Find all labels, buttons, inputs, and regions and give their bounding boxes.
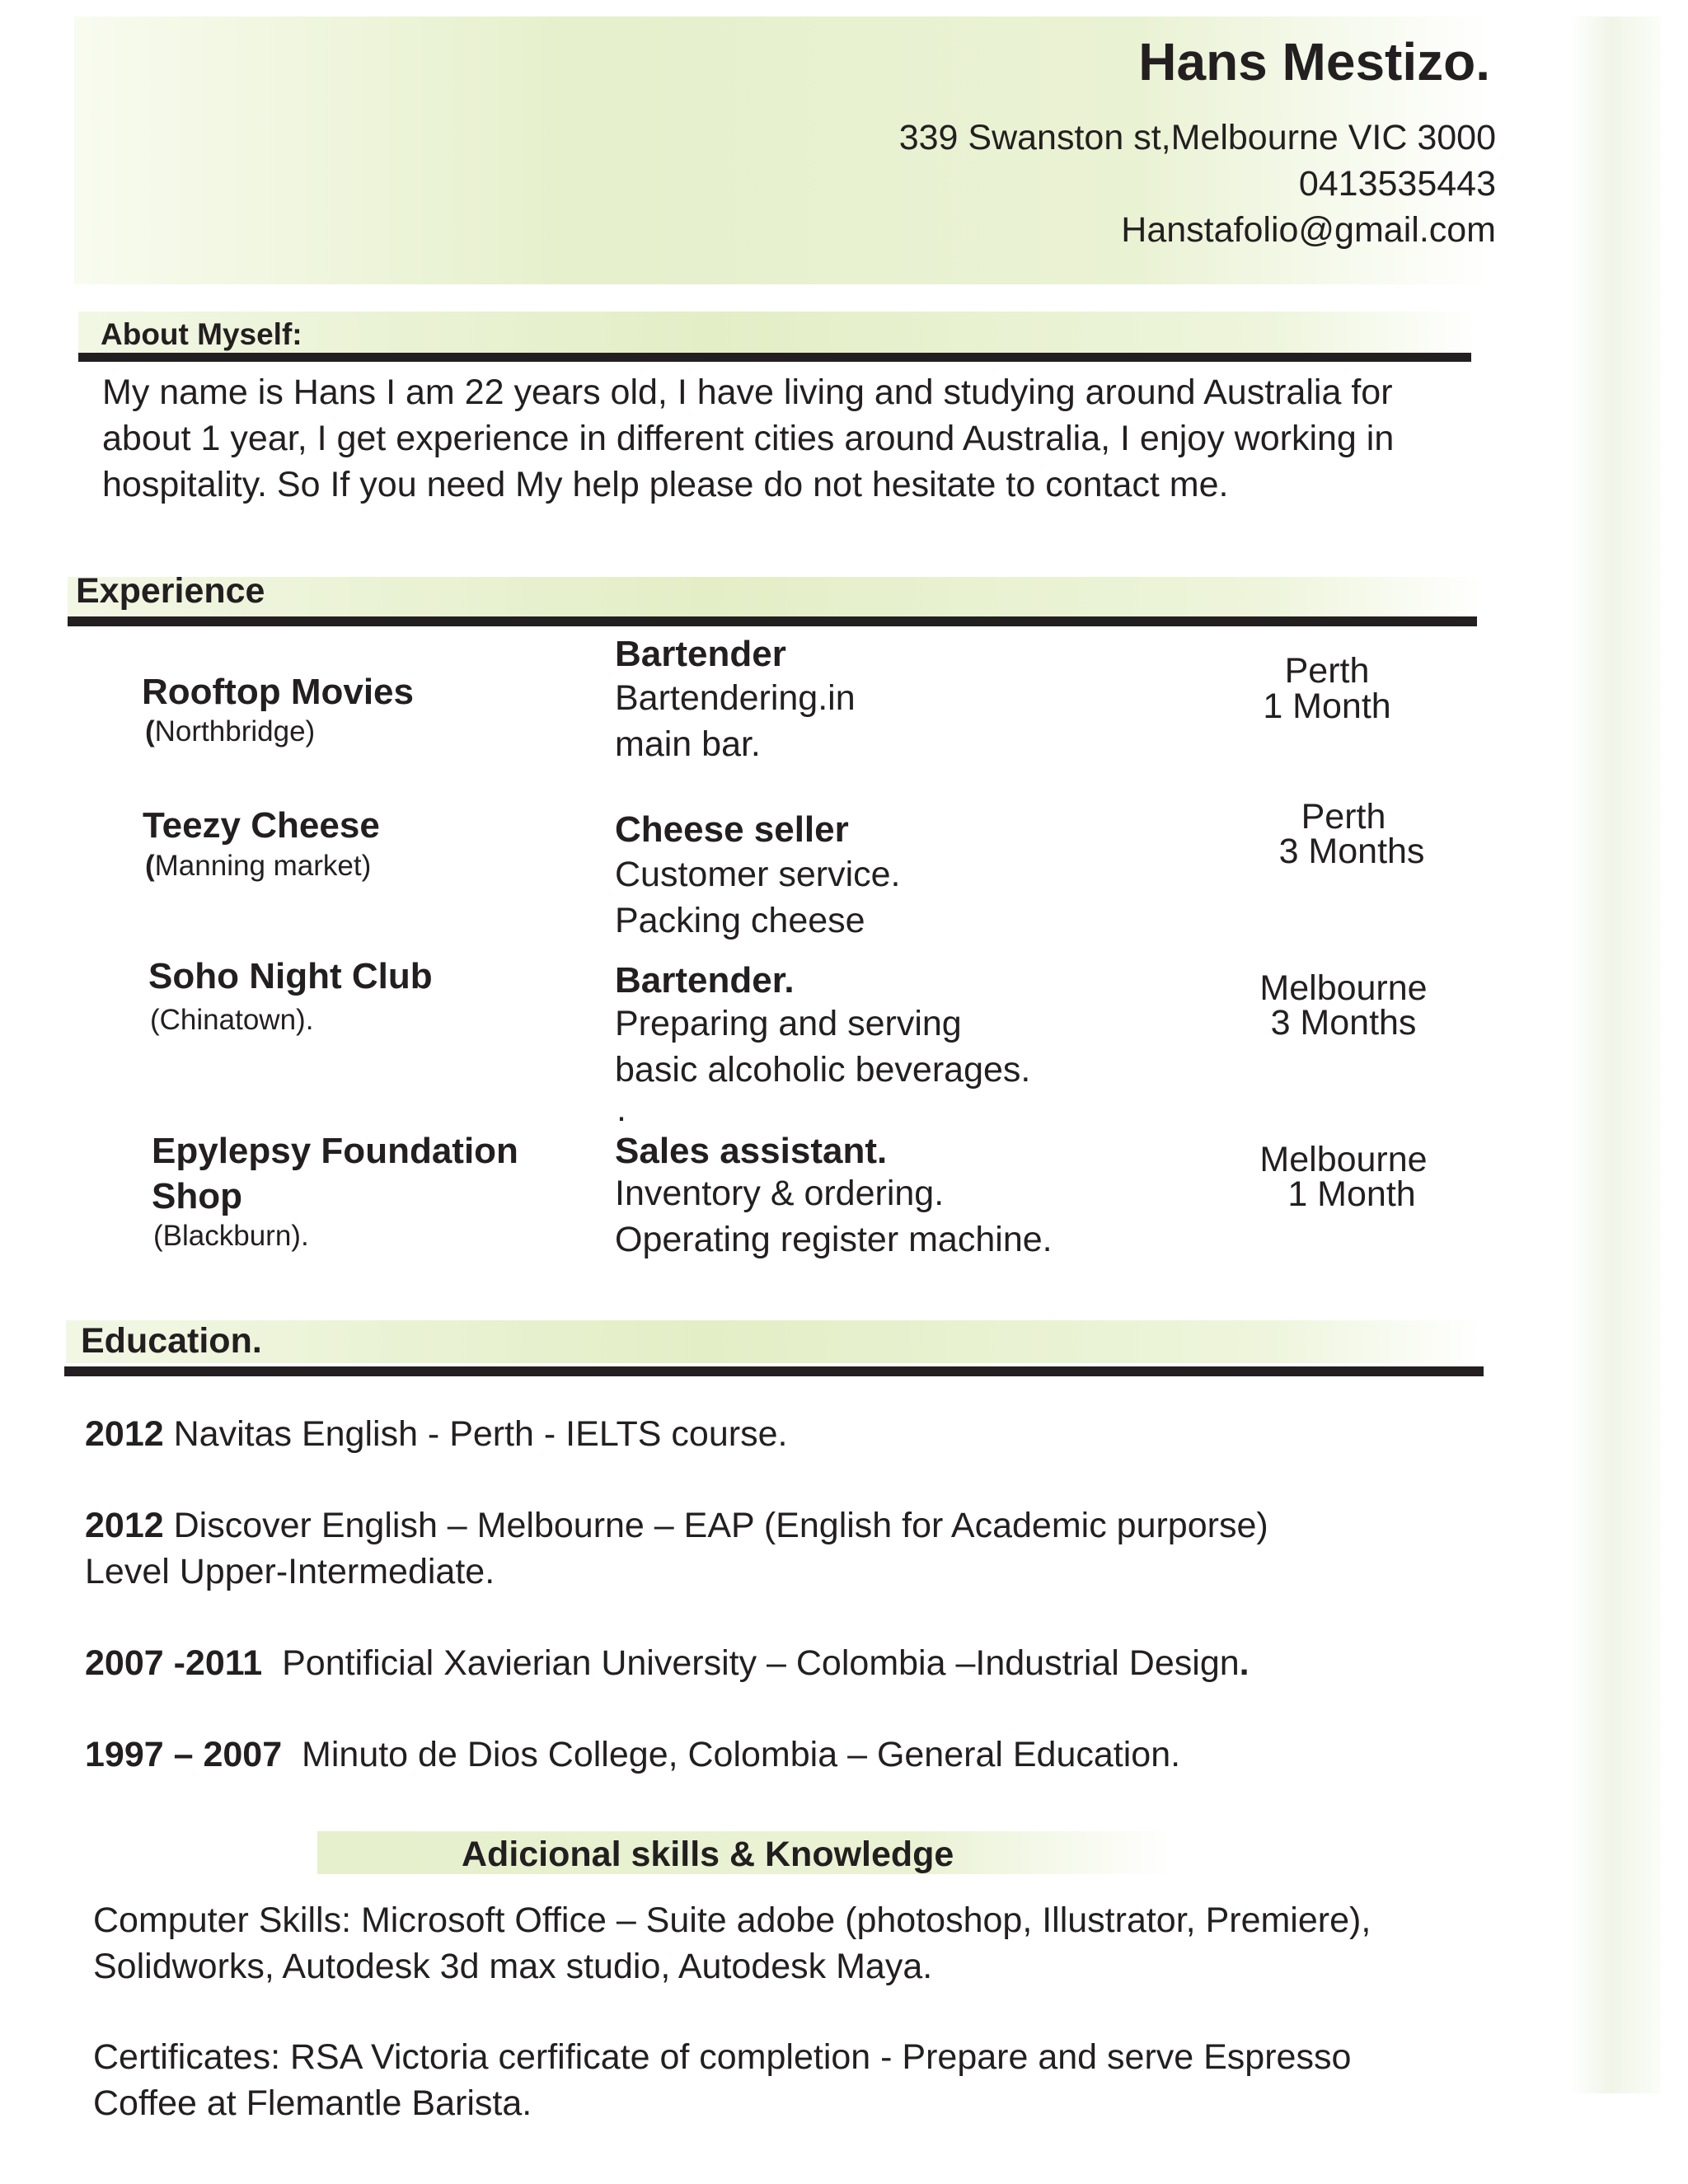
job-location: (Manning market) bbox=[145, 850, 372, 882]
education-section-title: Education. bbox=[81, 1321, 262, 1361]
contact-email: Hanstafolio@gmail.com bbox=[1121, 210, 1496, 250]
job-role: Bartender. bbox=[615, 960, 795, 1001]
education-entry: 1997 – 2007 Minuto de Dios College, Colombia – General Education. bbox=[85, 1735, 1181, 1774]
job-city: Perth bbox=[1284, 651, 1370, 691]
education-section-band bbox=[66, 1320, 1484, 1363]
experience-section-rule bbox=[68, 616, 1477, 626]
about-text: My name is Hans I am 22 years old, I have living and studying around Australia for about 1 year, I get experience in different cities around Australia, I enjoy working in hospitality. So If you need My help please do not hesitate to contact me. bbox=[102, 373, 1395, 504]
computer-skills-line: Computer Skills: Microsoft Office – Suite adobe (photoshop, Illustrator, Premiere), bbox=[93, 1900, 1372, 1940]
certificates-line: Certificates: RSA Victoria cerfificate of completion - Prepare and serve Espresso bbox=[93, 2037, 1352, 2077]
job-company: Soho Night Club bbox=[148, 956, 433, 996]
certificates-line: Coffee at Flemantle Barista. bbox=[93, 2083, 532, 2123]
role-dot: . bbox=[617, 1090, 626, 1129]
job-location: (Blackburn). bbox=[153, 1220, 309, 1252]
job-city: Melbourne bbox=[1259, 968, 1428, 1008]
job-duration: 1 Month bbox=[1263, 687, 1391, 726]
job-duty: basic alcoholic beverages. bbox=[615, 1050, 1031, 1090]
job-role: Bartender bbox=[615, 634, 786, 674]
job-location: (Chinatown). bbox=[150, 1004, 314, 1036]
job-duration: 3 Months bbox=[1278, 832, 1425, 871]
job-city: Melbourne bbox=[1259, 1140, 1428, 1179]
skills-section-title: Adicional skills & Knowledge bbox=[462, 1835, 954, 1874]
candidate-name: Hans Mestizo. bbox=[1138, 32, 1490, 91]
education-entry: 2012 Navitas English - Perth - IELTS course. bbox=[85, 1414, 788, 1454]
education-entry-continued: Level Upper-Intermediate. bbox=[85, 1552, 495, 1591]
job-company: Teezy Cheese bbox=[143, 805, 380, 846]
job-company: Shop bbox=[152, 1176, 242, 1216]
job-duty: main bar. bbox=[615, 724, 761, 764]
page-side-shade bbox=[1570, 16, 1661, 2093]
job-duration: 3 Months bbox=[1270, 1003, 1417, 1043]
job-duty: Operating register machine. bbox=[615, 1220, 1053, 1259]
contact-phone: 0413535443 bbox=[1298, 164, 1496, 204]
computer-skills-line: Solidworks, Autodesk 3d max studio, Autodesk Maya. bbox=[93, 1947, 933, 1986]
about-section-title: About Myself: bbox=[101, 317, 302, 351]
job-location: (Northbridge) bbox=[145, 715, 316, 748]
education-entry: 2012 Discover English – Melbourne – EAP (English for Academic purporse) bbox=[85, 1506, 1268, 1545]
job-company: Rooftop Movies bbox=[142, 672, 414, 712]
contact-address: 339 Swanston st,Melbourne VIC 3000 bbox=[898, 118, 1496, 157]
job-duty: Inventory & ordering. bbox=[615, 1174, 945, 1213]
job-role: Cheese seller bbox=[615, 809, 849, 850]
job-duty: Preparing and serving bbox=[615, 1004, 962, 1043]
education-section-rule bbox=[64, 1366, 1484, 1376]
experience-section-title: Experience bbox=[76, 571, 265, 611]
job-duration: 1 Month bbox=[1287, 1174, 1416, 1214]
job-company: Epylepsy Foundation bbox=[152, 1131, 518, 1171]
job-duty: Bartendering.in bbox=[615, 678, 856, 718]
job-role: Sales assistant. bbox=[615, 1131, 888, 1171]
job-duty: Customer service. bbox=[615, 855, 901, 894]
about-section-rule bbox=[78, 353, 1471, 362]
job-city: Perth bbox=[1301, 797, 1386, 837]
education-entry: 2007 -2011 Pontificial Xavierian University – Colombia –Industrial Design. bbox=[85, 1643, 1250, 1683]
experience-section-band bbox=[68, 577, 1485, 620]
job-duty: Packing cheese bbox=[615, 901, 865, 940]
